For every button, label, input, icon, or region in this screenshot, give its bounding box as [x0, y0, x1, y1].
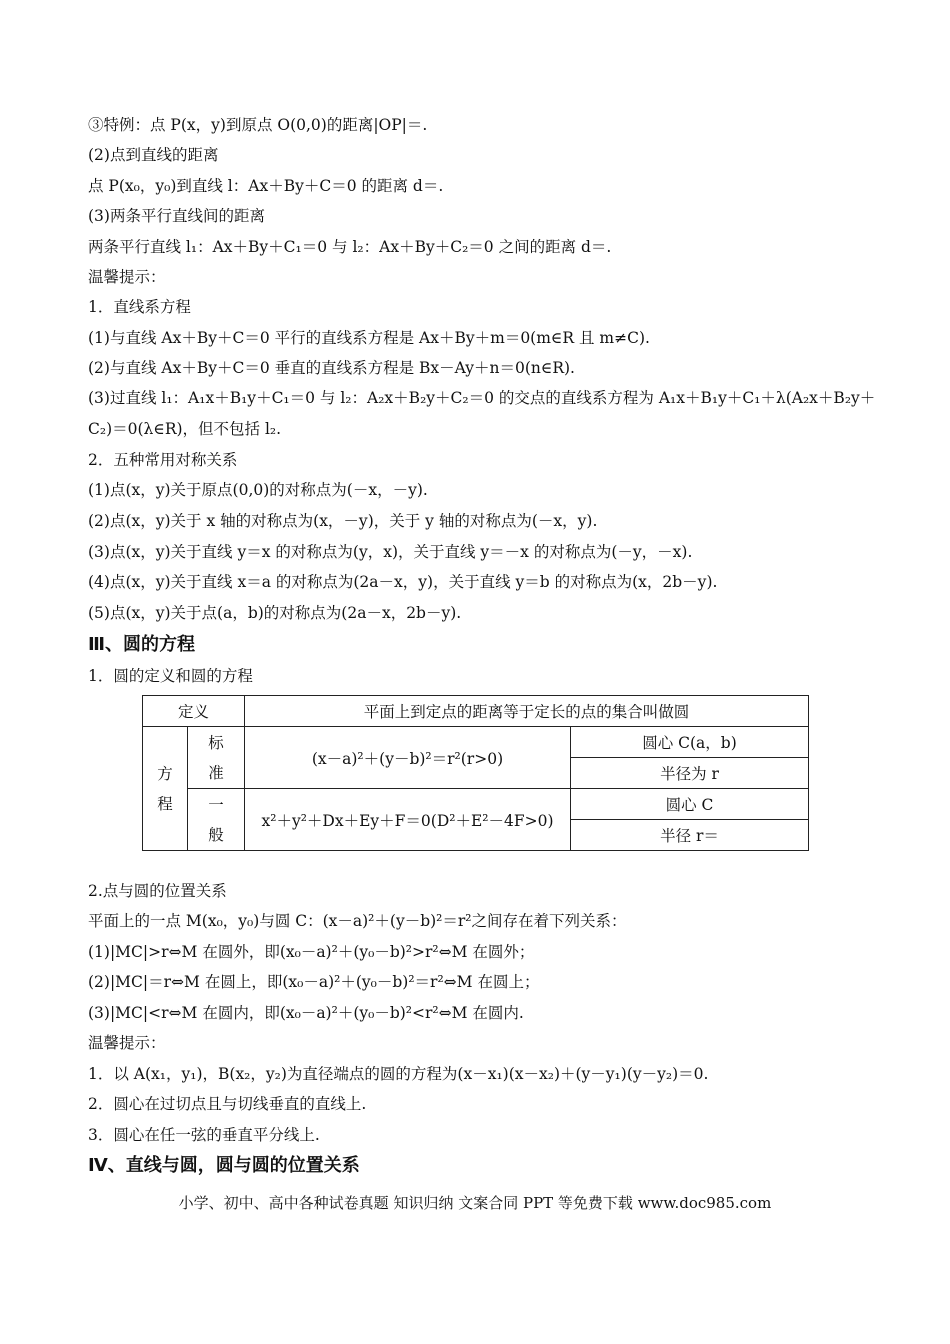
section-heading: Ⅲ、圆的方程 — [88, 634, 196, 655]
general-label-cell — [188, 789, 245, 851]
text-line: 温馨提示： — [88, 268, 166, 286]
text-line: (3)|MC|<r⇔M 在圆内，即(x₀－a)²＋(y₀－b)²<r²⇔M 在圆内. — [88, 1004, 524, 1022]
text-line: 两条平行直线 l₁：Ax＋By＋C₁＝0 与 l₂：Ax＋By＋C₂＝0 之间的距离 d＝. — [88, 238, 612, 256]
circle-definition-table — [142, 695, 809, 851]
standard-equation-cell: (x－a)²＋(y－b)²＝r²(r>0) — [245, 727, 571, 789]
text-line: (2)与直线 Ax＋By＋C＝0 垂直的直线系方程是 Bx－Ay＋n＝0(n∈R). — [88, 359, 575, 377]
text-line: 温馨提示： — [88, 1034, 166, 1052]
text-line: (2)点(x，y)关于 x 轴的对称点为(x，－y)，关于 y 轴的对称点为(－x，y). — [88, 512, 598, 530]
text-line: 2.点与圆的位置关系 — [88, 882, 227, 900]
page-footer: 小学、初中、高中各种试卷真题 知识归纳 文案合同 PPT 等免费下载 www.doc985.com — [178, 1194, 772, 1212]
text-line: 3．圆心在任一弦的垂直平分线上. — [88, 1126, 320, 1144]
text-line: 平面上的一点 M(x₀，y₀)与圆 C：(x－a)²＋(y－b)²＝r²之间存在着下列关系： — [88, 912, 627, 930]
text-line: 1．直线系方程 — [88, 298, 191, 316]
text-line: ③特例：点 P(x，y)到原点 O(0,0)的距离|OP|＝. — [88, 116, 428, 134]
standard-radius-cell: 半径为 r — [571, 758, 809, 789]
general-radius-cell: 半径 r＝ — [571, 820, 809, 851]
section-heading: Ⅳ、直线与圆，圆与圆的位置关系 — [88, 1155, 360, 1176]
general-label: 一般 — [208, 795, 224, 844]
text-line: 2．圆心在过切点且与切线垂直的直线上. — [88, 1095, 367, 1113]
standard-label: 标准 — [208, 733, 224, 782]
text-line: (2)点到直线的距离 — [88, 146, 219, 164]
equation-label: 方程 — [157, 764, 173, 813]
text-line: 点 P(x₀，y₀)到直线 l：Ax＋By＋C＝0 的距离 d＝. — [88, 177, 444, 195]
text-line: (1)|MC|>r⇔M 在圆外，即(x₀－a)²＋(y₀－b)²>r²⇔M 在圆外； — [88, 943, 535, 961]
general-center-cell: 圆心 C — [571, 789, 809, 820]
text-line: 1．以 A(x₁，y₁)，B(x₂，y₂)为直径端点的圆的方程为(x－x₁)(x－x₂)＋(y－y₁)(y－y₂)＝0. — [88, 1065, 709, 1083]
general-equation-cell: x²＋y²＋Dx＋Ey＋F＝0(D²＋E²－4F>0) — [245, 789, 571, 851]
text-line: (2)|MC|＝r⇔M 在圆上，即(x₀－a)²＋(y₀－b)²＝r²⇔M 在圆上； — [88, 973, 540, 991]
standard-label-cell — [188, 727, 245, 789]
text-line: (3)点(x，y)关于直线 y＝x 的对称点为(y，x)，关于直线 y＝－x 的对称点为(－y，－x). — [88, 543, 693, 561]
text-paragraph: (3)过直线 l₁：A₁x＋B₁y＋C₁＝0 与 l₂：A₂x＋B₂y＋C₂＝0 的交点的直线系方程为 A₁x＋B₁y＋C₁＋λ(A₂x＋B₂y＋C₂)＝0(λ∈R)，但不包括 l₂. — [88, 389, 876, 438]
text-line: (3)两条平行直线间的距离 — [88, 207, 265, 225]
text-line: (1)点(x，y)关于原点(0,0)的对称点为(－x，－y). — [88, 481, 428, 499]
standard-center-cell: 圆心 C(a，b) — [571, 727, 809, 758]
text-line: 1．圆的定义和圆的方程 — [88, 667, 253, 685]
equation-label-cell — [143, 727, 188, 851]
text-line: 2．五种常用对称关系 — [88, 451, 238, 469]
definition-text-cell: 平面上到定点的距离等于定长的点的集合叫做圆 — [245, 696, 809, 727]
text-line: (1)与直线 Ax＋By＋C＝0 平行的直线系方程是 Ax＋By＋m＝0(m∈R 且 m≠C). — [88, 329, 650, 347]
text-line: (5)点(x，y)关于点(a，b)的对称点为(2a－x，2b－y). — [88, 604, 462, 622]
definition-label-cell: 定义 — [143, 696, 245, 727]
text-line: (4)点(x，y)关于直线 x＝a 的对称点为(2a－x，y)，关于直线 y＝b 的对称点为(x，2b－y). — [88, 573, 718, 591]
